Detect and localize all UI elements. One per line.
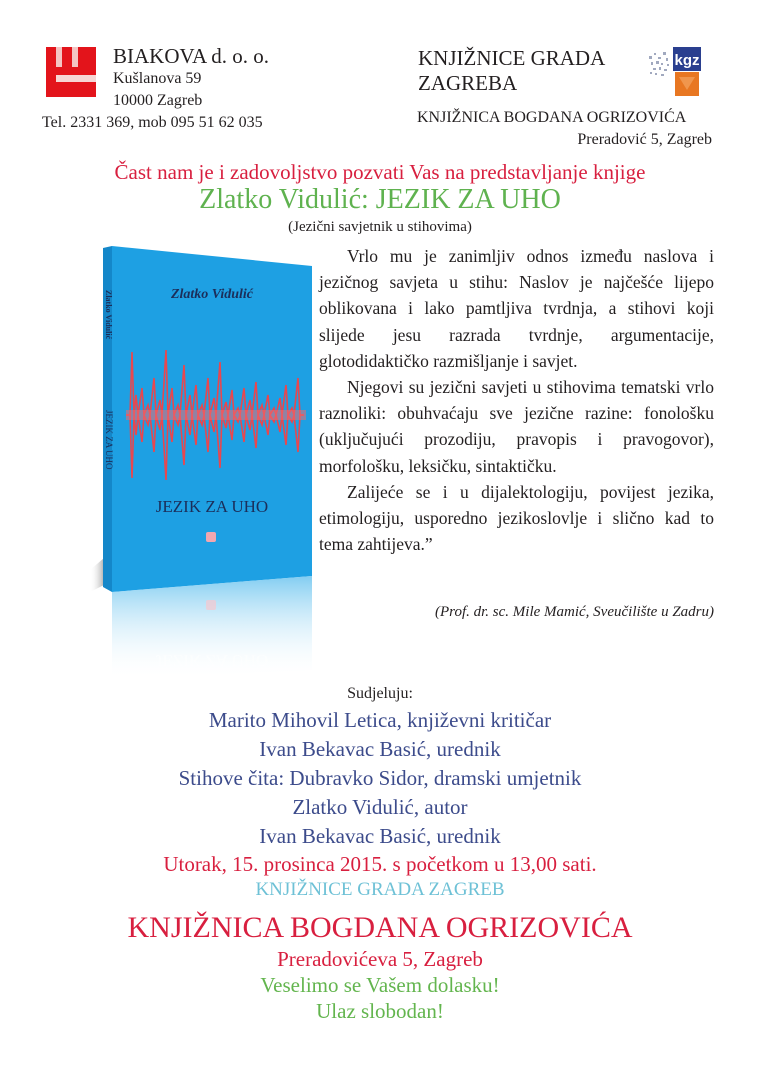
svg-text:JEZIK ZA UHO: JEZIK ZA UHO [155, 497, 269, 516]
quote-attribution: (Prof. dr. sc. Mile Mamić, Sveučilište u Zadru) [435, 604, 714, 620]
library-address: Preradović 5, Zagreb [577, 131, 712, 148]
participant-item: Ivan Bekavac Basić, urednik [259, 737, 501, 761]
quote-paragraph: Zalijeće se i u dijalektologiju, povijest jezika, etimologiju, usporedno jezikoslovlje i slično kad to tema zahtijeva.” [319, 481, 714, 555]
event-venue: KNJIŽNICA BOGDANA OGRIZOVIĆA [127, 911, 633, 944]
library-title-line2: ZAGREBA [418, 71, 518, 95]
event-address: Preradovićeva 5, Zagreb [277, 947, 483, 971]
book-subtitle: (Jezični savjetnik u stihovima) [288, 219, 472, 235]
book-title-heading: Zlatko Vidulić: JEZIK ZA UHO [199, 184, 561, 215]
participant-item: Ivan Bekavac Basić, urednik [259, 824, 501, 848]
svg-text:kgz: kgz [674, 52, 700, 69]
publisher-name: BIAKOVA d. o. o. [113, 44, 269, 68]
library-branch: KNJIŽNICA BOGDANA OGRIZOVIĆA [417, 109, 687, 126]
invitation-text: Čast nam je i zadovoljstvo pozvati Vas na predstavljanje knjige [114, 160, 646, 184]
event-organization: KNJIŽNICE GRADA ZAGREB [255, 879, 505, 900]
biakova-logo-icon [46, 47, 96, 97]
library-title-line1: KNJIŽNICE GRADA [418, 46, 606, 70]
svg-text:Zlatko Vidulić: Zlatko Vidulić [170, 287, 254, 302]
participants-label: Sudjeluju: [347, 685, 413, 702]
event-date: Utorak, 15. prosinca 2015. s početkom u 13,00 sati. [163, 852, 597, 876]
free-entry-text: Ulaz slobodan! [316, 999, 444, 1023]
publisher-phone: Tel. 2331 369, mob 095 51 62 035 [42, 114, 263, 131]
participant-item: Zlatko Vidulić, autor [292, 795, 468, 819]
welcome-text: Veselimo se Vašem dolasku! [260, 973, 500, 997]
svg-text:JEZIK ZA UHO: JEZIK ZA UHO [104, 410, 114, 470]
review-quote [319, 243, 714, 557]
participant-item: Stihove čita: Dubravko Sidor, dramski umjetnik [178, 766, 582, 790]
participant-item: Marito Mihovil Letica, književni kritičar [208, 708, 552, 732]
kgz-logo-icon [647, 44, 705, 100]
svg-text:Zlatko Vidulić: Zlatko Vidulić [104, 290, 113, 340]
library-title [418, 46, 605, 96]
publisher-city: 10000 Zagreb [113, 92, 203, 109]
publisher-street: Kušlanova 59 [113, 70, 202, 87]
quote-paragraph: Njegovi su jezični savjeti u stihovima tematski vrlo raznoliki: obuhvaćaju sve jezične razine: fonološku (uključujući prozodiju, pravopis i pravogovor), morfološku, leksičku, sintaktičku. [319, 377, 714, 476]
svg-text:JEZIK ZA UHO: JEZIK ZA UHO [155, 651, 269, 670]
quote-paragraph: Vrlo mu je zanimljiv odnos između naslova i jezičnog savjeta u stihu: Naslov je najčešće lijepo oblikovana i lako pamtljiva tvrdnja, a stihovi koji slijede jesu razrada tvrdnje, argumentacije, glotodidaktičko razmišljanje i savjet. [319, 246, 714, 371]
book-cover-image [90, 240, 330, 680]
